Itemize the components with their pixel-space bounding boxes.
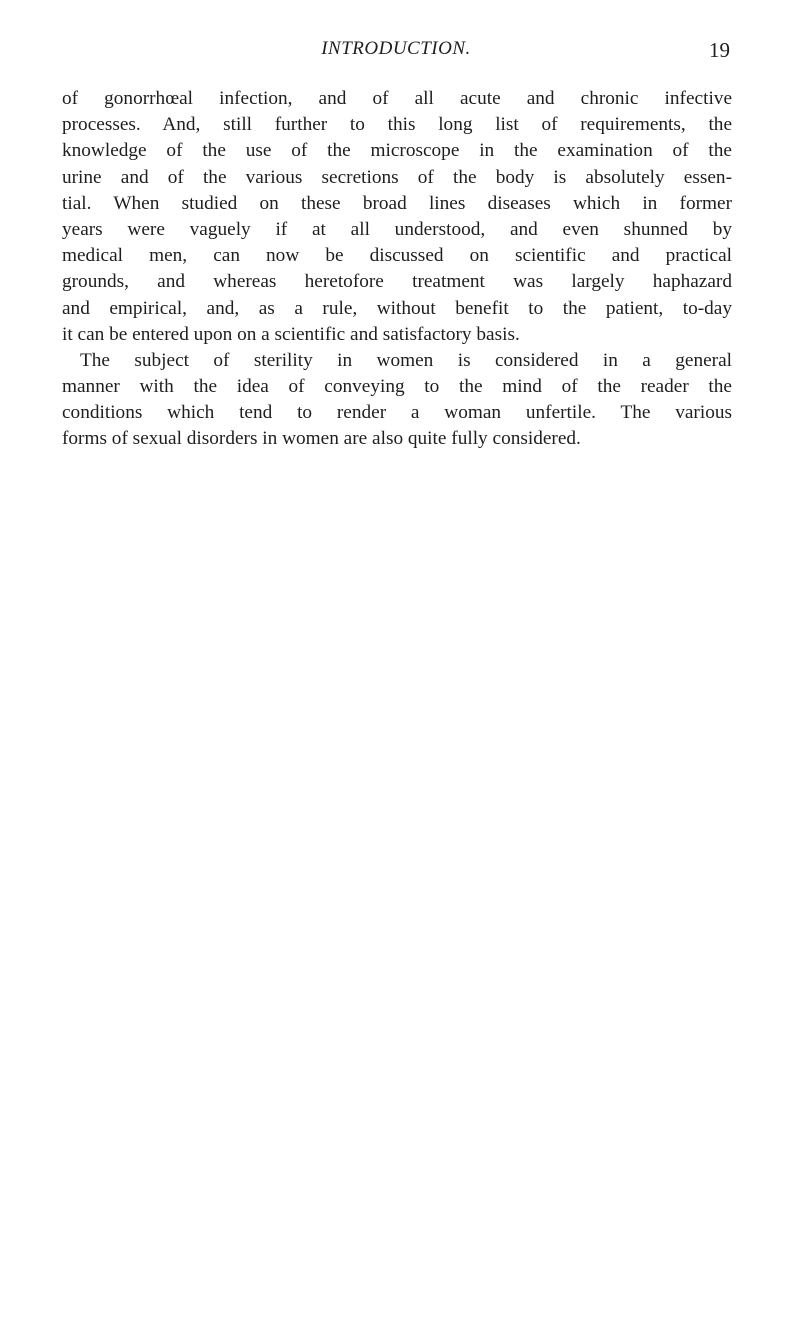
text-line: The subject of sterility in women is considered in a general bbox=[80, 349, 732, 371]
body-text bbox=[62, 86, 732, 453]
text-line: conditions which tend to render a woman unfertile. The various bbox=[62, 402, 732, 424]
text-line: it can be entered upon on a scientific and satisfactory basis. bbox=[62, 323, 520, 345]
text-line: processes. And, still further to this long list of requirements, the bbox=[62, 114, 732, 136]
text-line: knowledge of the use of the microscope in the examination of the bbox=[62, 140, 732, 162]
page-number: 19 bbox=[709, 38, 730, 62]
text-line: manner with the idea of conveying to the mind of the reader the bbox=[62, 376, 732, 398]
text-line: forms of sexual disorders in women are also quite fully considered. bbox=[62, 428, 581, 450]
text-line: of gonorrhœal infection, and of all acute and chronic infective bbox=[62, 88, 732, 109]
text-line: tial. When studied on these broad lines diseases which in former bbox=[62, 192, 732, 214]
running-title: INTRODUCTION. bbox=[321, 38, 471, 59]
text-line: years were vaguely if at all understood, and even shunned by bbox=[62, 218, 732, 240]
running-head bbox=[62, 36, 730, 66]
text-line: grounds, and whereas heretofore treatment was largely haphazard bbox=[62, 271, 732, 293]
text-line: medical men, can now be discussed on scientific and practical bbox=[62, 245, 732, 267]
text-line: and empirical, and, as a rule, without benefit to the patient, to-day bbox=[62, 297, 732, 319]
text-line: urine and of the various secretions of the body is absolutely essen- bbox=[62, 166, 732, 188]
